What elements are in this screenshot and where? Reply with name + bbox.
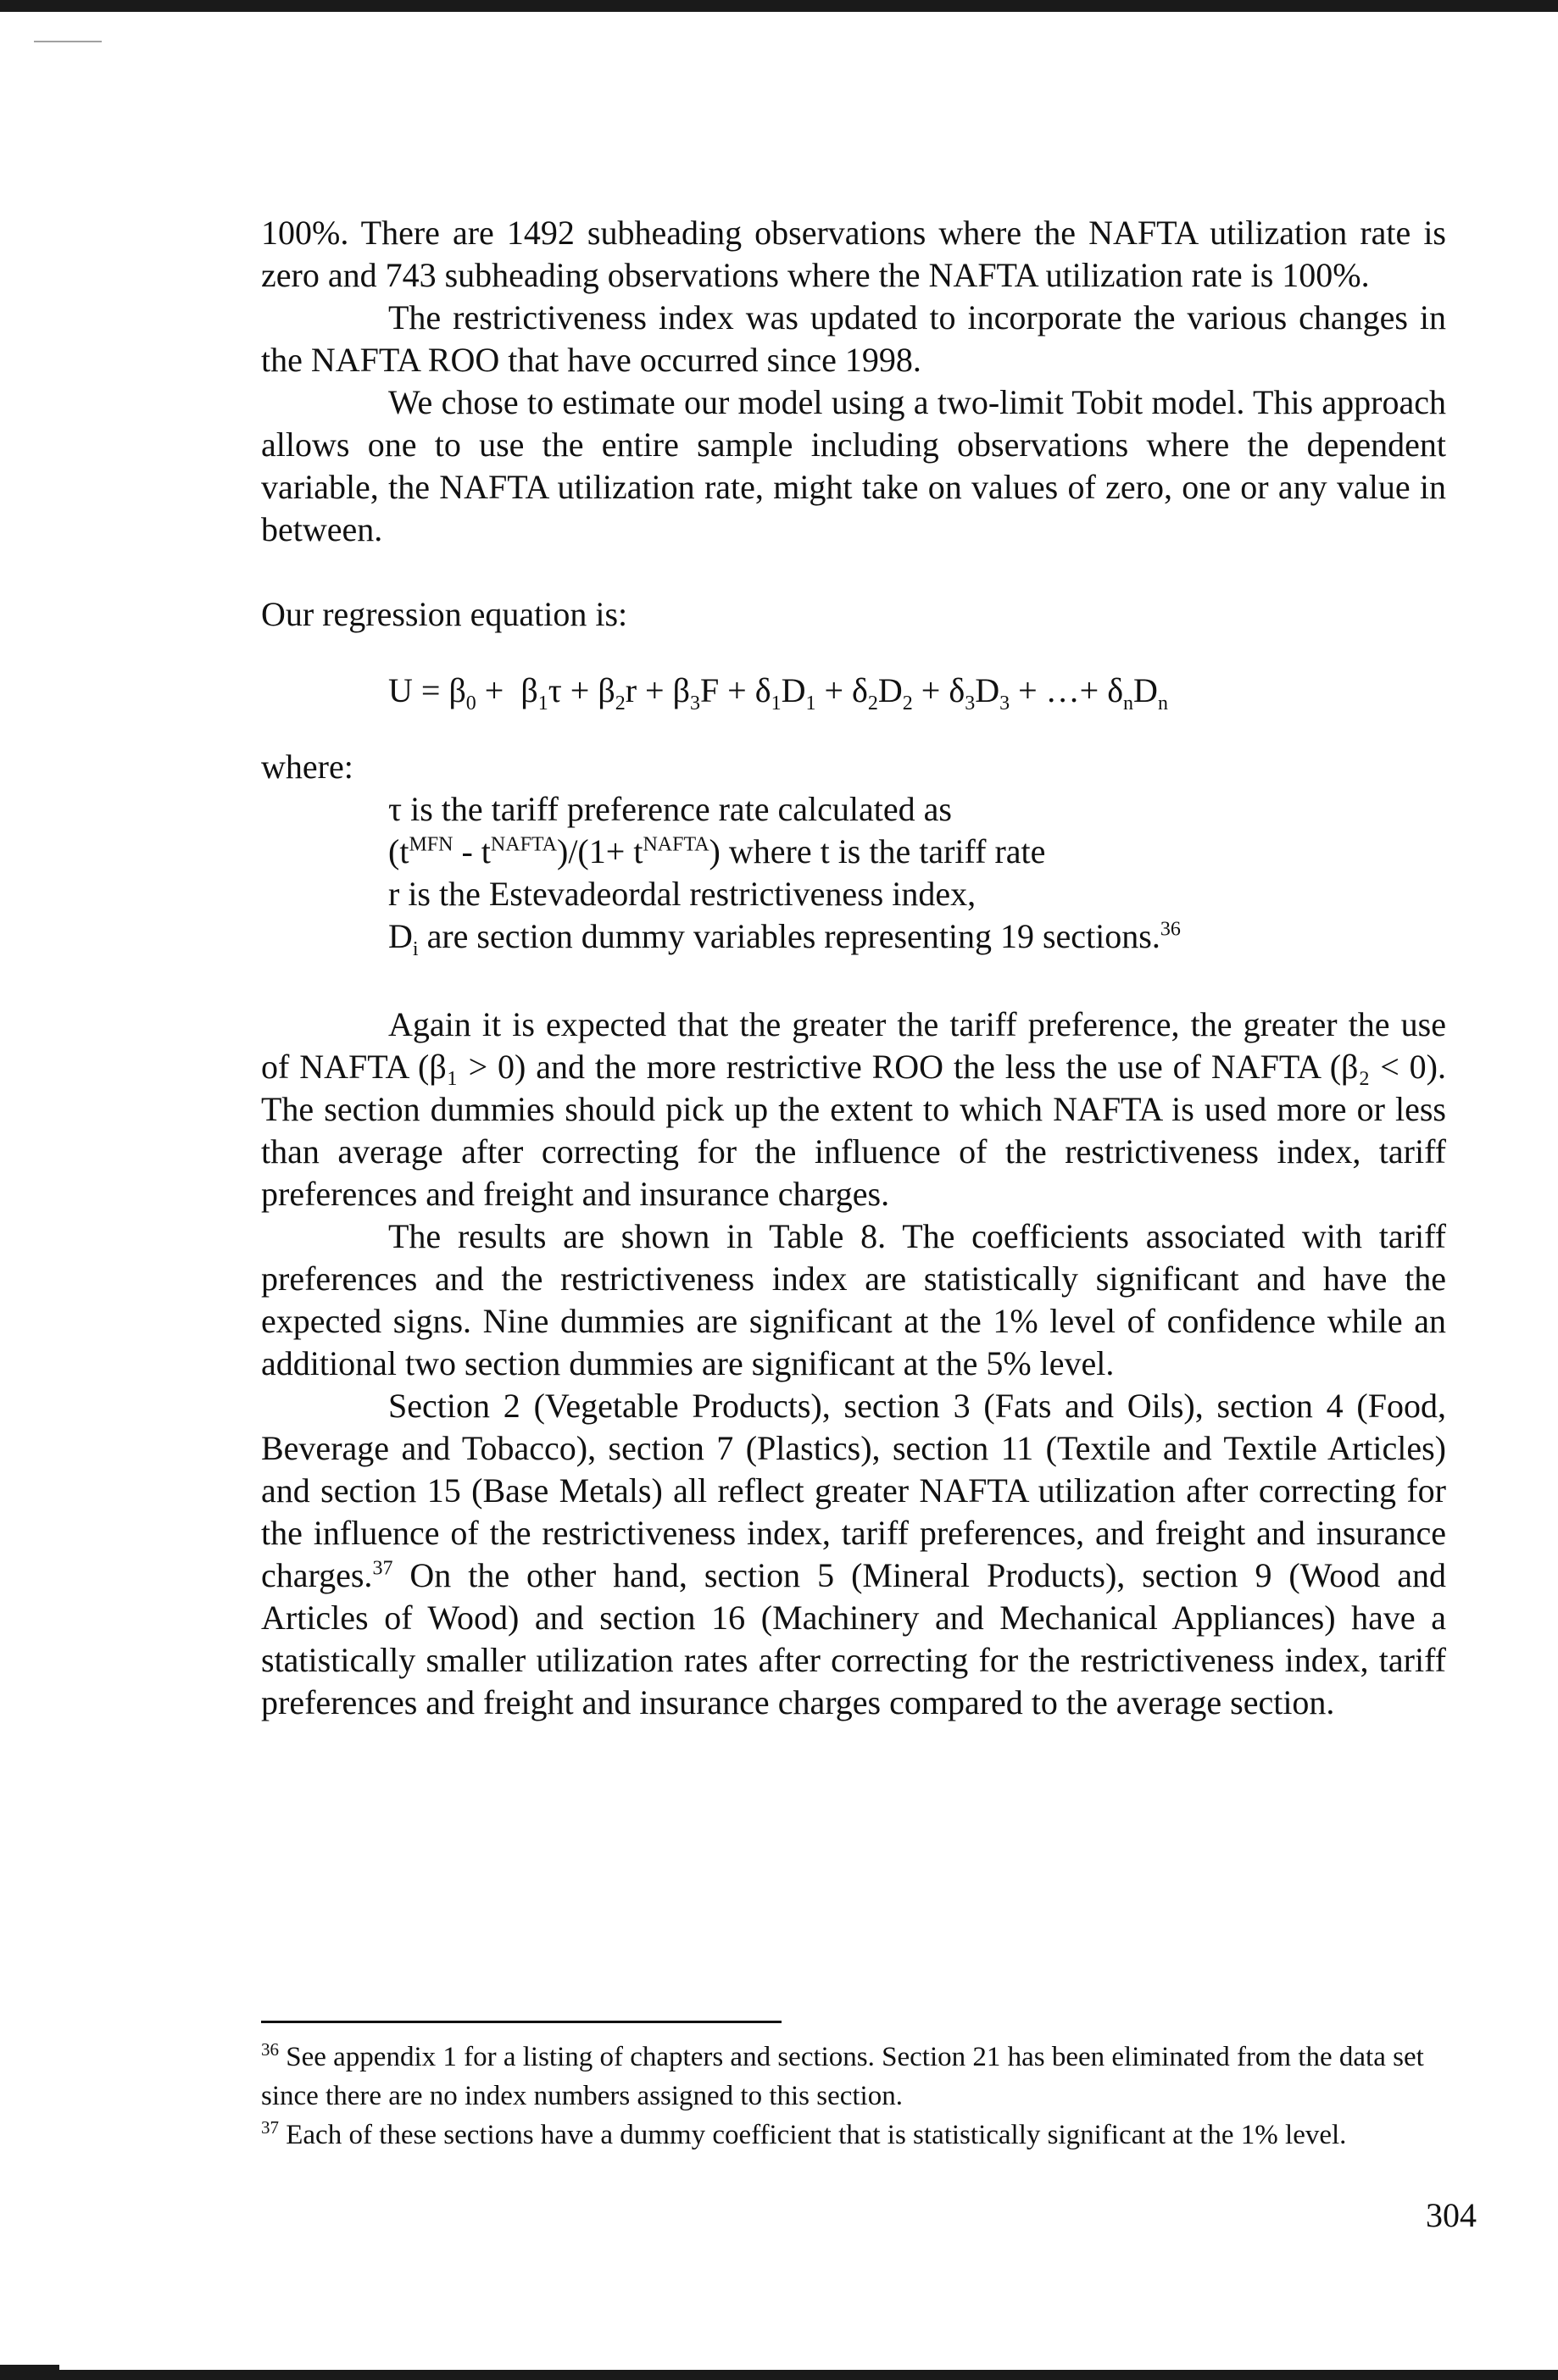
footnote-separator xyxy=(261,2021,782,2023)
equation-intro: Our regression equation is: xyxy=(261,595,628,633)
footnotes xyxy=(261,2038,1439,2155)
scan-top-border xyxy=(0,0,1558,12)
footnote-ref-36: 36 xyxy=(1160,918,1181,941)
paragraph-sections-a: Section 2 (Vegetable Products), section 3 (Fats and Oils), section 4 (Food, Beverage and Tobacco), section 7 (Plastics), section 11 (Textile and Textile Articles) and section 15 (Base Metals) all reflect greater NAFTA utilization after correcting for the influence of the restrictiveness index, tariff preferences, and freight and insurance charges. xyxy=(261,1387,1446,1594)
footnote-number: 36 xyxy=(261,2039,279,2060)
definition-r: r is the Estevadeordal restrictiveness index, xyxy=(388,875,977,913)
definition-tau-formula: $(t^{MFN} - t^{NAFTA})/(1+ t^{NAFTA})$ where t is the tariff rate xyxy=(388,832,1046,870)
definition-d-text: are section dummy variables representing 19 sections. xyxy=(418,917,1160,955)
footnote-number: 37 xyxy=(261,2117,279,2138)
definition-tau-suffix: where t is the tariff rate xyxy=(720,832,1046,870)
paragraph-again: Again it is expected that the greater the tariff preference, the greater the use of NAFTA (β₁ > 0) and the more restrictive ROO the less the use of NAFTA (β₂ < 0). The section dummies should pick up the extent to which NAFTA is used more or less than average after correcting for the influence of the restrictiveness index, tariff preferences and freight and insurance charges. xyxy=(261,1005,1446,1213)
paragraph-tobit: We chose to estimate our model using a two-limit Tobit model. This approach allows one to use the entire sample including observations where the dependent variable, the NAFTA utilization rate, might take on values of zero, one or any value in between. xyxy=(261,383,1446,548)
paragraph-sections-b: On the other hand, section 5 (Mineral Products), section 9 (Wood and Articles of Wood) and section 16 (Machinery and Mechanical Appliances) have a statistically smaller utilization rates after correcting for the restrictiveness index, tariff preferences and freight and insurance charges compared to the average section. xyxy=(261,1556,1446,1721)
paragraph-results: The results are shown in Table 8. The coefficients associated with tariff preferences and the restrictiveness index are statistically significant and have the expected signs. Nine dummies are significant at the 1% level of confidence while an additional two section dummies are significant at the 5% level. xyxy=(261,1217,1446,1382)
page-body xyxy=(261,212,1446,1724)
variable-definitions xyxy=(388,788,1446,958)
definition-d: $D_i$ are section dummy variables representing 19 sections.$^{36}$ xyxy=(388,917,1181,960)
regression-equation: $U = \beta_0 + \beta_1\tau + \beta_2r + \beta_3F + \delta_1D_1 + \delta_2D_2 + \delta_3D_3$ + …+ $\delta_nD_n$ xyxy=(388,671,1168,715)
footnote-36 xyxy=(261,2038,1439,2116)
paragraph-sections xyxy=(261,1385,1446,1724)
scan-bottom-border xyxy=(0,2370,1558,2380)
paragraph-restrictiveness: The restrictiveness index was updated to incorporate the various changes in the NAFTA ROO that have occurred since 1998. xyxy=(261,298,1446,379)
definition-tau: τ is the tariff preference rate calculated as xyxy=(388,790,952,828)
footnote-text: See appendix 1 for a listing of chapters and sections. Section 21 has been eliminated from the data set since there are no index numbers assigned to this section. xyxy=(261,2042,1424,2111)
paragraph-continued: 100%. There are 1492 subheading observations where the NAFTA utilization rate is zero and 743 subheading observations where the NAFTA utilization rate is 100%. xyxy=(261,214,1446,294)
footnote-ref-37: 37 xyxy=(372,1557,393,1580)
scan-artifact xyxy=(34,41,102,42)
footnote-37 xyxy=(261,2116,1439,2155)
page-number: 304 xyxy=(1426,2196,1477,2234)
where-label: where: xyxy=(261,748,353,786)
footnote-text: Each of these sections have a dummy coefficient that is statistically significant at the 1% level. xyxy=(279,2120,1347,2150)
